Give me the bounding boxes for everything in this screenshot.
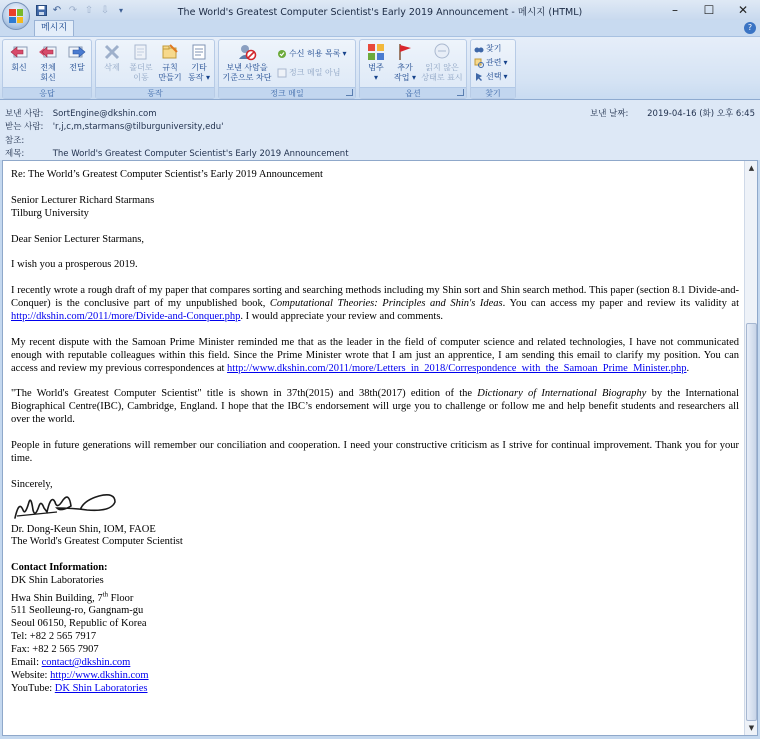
reply-all-button[interactable]: 전체 회신 <box>33 43 63 83</box>
cc-label: 참조: <box>5 136 25 146</box>
close-button[interactable]: ✕ <box>737 3 749 17</box>
minimize-button[interactable]: – <box>672 3 678 17</box>
recipient-org: Tilburg University <box>11 207 89 219</box>
window-title: The World's Greatest Computer Scientist's Early 2019 Announcement - 메시지 (HTML) <box>177 7 583 18</box>
binoculars-icon <box>474 44 484 54</box>
up-icon[interactable]: ⇧ <box>84 4 94 16</box>
wish-line: I wish you a prosperous 2019. <box>11 259 138 271</box>
paragraph-future: People in future generations will remember our conciliation and cooperation. I need your constructive criticism as I strive for continual improvement. Thank you for your time. <box>11 439 739 464</box>
maximize-button[interactable]: ☐ <box>703 3 715 17</box>
scroll-up-icon[interactable]: ▲ <box>748 164 755 172</box>
group-options <box>359 39 467 99</box>
to-label: 받는 사람: <box>5 122 44 132</box>
cc-row <box>5 134 50 146</box>
help-icon[interactable]: ? <box>744 22 756 34</box>
customize-icon[interactable]: ▾ <box>118 5 123 15</box>
find-button[interactable]: 찾기 <box>474 43 501 55</box>
redo-icon[interactable]: ↷ <box>68 4 78 16</box>
group-find-label: 찾기 <box>471 87 515 98</box>
block-sender-icon <box>237 43 257 61</box>
move-folder-icon <box>131 43 151 61</box>
group-actions <box>95 39 215 99</box>
not-junk-icon <box>277 68 287 78</box>
sent-row <box>590 107 755 119</box>
contact-email: Email: contact@dkshin.com <box>11 657 131 669</box>
signature-title: The World's Greatest Computer Scientist <box>11 536 183 548</box>
group-find <box>470 39 516 99</box>
book-title: Computational Theories: Principles and Shin's Ideas <box>269 298 503 309</box>
paragraph-title: "The World's Greatest Computer Scientist" title is shown in 37th(2015) and 38th(2017) edition of the Dictionary of International Biography by the International Biographical Centre(IBC), Cambridge, England. I hope that the IBC’s endorsement will urge you to challenge or follow me and help benefit students and researchers all over the world. <box>11 388 739 426</box>
to-value[interactable]: 'r,j,c,m,starmans@tilburguniversity,edu' <box>52 122 224 132</box>
undo-icon[interactable]: ↶ <box>52 4 62 16</box>
related-icon <box>474 58 484 68</box>
forward-icon <box>67 43 87 61</box>
office-logo-icon <box>9 9 23 23</box>
sent-value: 2019-04-16 (화) 오후 6:45 <box>647 109 755 119</box>
contact-tel: Tel: +82 2 565 7917 <box>11 631 97 643</box>
correspondence-link[interactable]: http://www.dkshin.com/2011/more/Letters_in_2018/Correspondence_with_the_Samoan_Prime_Minister.php <box>227 362 687 374</box>
office-button[interactable] <box>2 2 30 30</box>
dictionary-title: Dictionary of International Biography <box>477 388 647 400</box>
subject-label: 제목: <box>5 149 25 159</box>
handwritten-signature <box>11 488 121 524</box>
greeting: Dear Senior Lecturer Starmans, <box>11 233 144 245</box>
reply-button[interactable]: 회신 <box>4 43 34 73</box>
group-junk-mail <box>218 39 356 99</box>
contact-address-3: Seoul 06150, Republic of Korea <box>11 618 147 630</box>
forward-button[interactable]: 전달 <box>62 43 92 73</box>
re-line: Re: The World’s Greatest Computer Scientist’s Early 2019 Announcement <box>11 169 323 180</box>
block-sender-button[interactable]: 보낸 사람을 기준으로 차단 <box>221 43 273 83</box>
reply-icon <box>9 43 29 61</box>
paragraph-dispute: My recent dispute with the Samoan Prime Minister reminded me that as the leader in the field of computer science and related technologies, I have not communicated enough with reputable colleagues within this field. Since the Prime Minister wrote that I am just an apprentice, I am sending this email to clarify my position. You can access and review my previous correspondences at http://www.dkshin.com/2011/more/Letters_in_2018/Correspondence_with_the_Samoan_Prime_Minister.php. <box>11 336 739 374</box>
scrollbar-thumb[interactable] <box>746 323 757 721</box>
ribbon <box>0 36 760 100</box>
rule-icon <box>160 43 180 61</box>
other-actions-button[interactable]: 기타 동작 ▾ <box>184 43 214 83</box>
mark-unread-icon <box>432 43 452 61</box>
other-actions-icon <box>189 43 209 61</box>
email-link[interactable]: contact@dkshin.com <box>41 657 131 669</box>
group-respond <box>2 39 92 99</box>
delete-button[interactable]: 삭제 <box>97 43 127 73</box>
to-row <box>5 120 223 132</box>
create-rule-button[interactable]: 규칙 만들기 <box>155 43 185 83</box>
message-body <box>11 169 739 696</box>
junk-dialog-launcher-icon[interactable] <box>346 89 353 96</box>
group-respond-label: 응답 <box>3 87 91 98</box>
contact-youtube: YouTube: DK Shin Laboratories <box>11 682 148 694</box>
group-options-label: 옵션 <box>360 87 466 98</box>
recipient-block <box>11 195 739 221</box>
contact-org: DK Shin Laboratories <box>11 575 104 587</box>
flag-icon <box>395 43 415 61</box>
closing: Sincerely, <box>11 478 53 490</box>
sent-label: 보낸 날짜: <box>590 109 629 119</box>
group-junk-mail-label: 정크 메일 <box>219 87 355 98</box>
scroll-down-icon[interactable]: ▼ <box>748 724 755 732</box>
related-button[interactable]: 관련 ▾ <box>474 57 507 69</box>
vertical-scrollbar[interactable] <box>744 161 757 735</box>
options-dialog-launcher-icon[interactable] <box>457 89 464 96</box>
contact-fax: Fax: +82 2 565 7907 <box>11 644 99 656</box>
paragraph-paper: I recently wrote a rough draft of my paper that compares sorting and searching methods including my Shin sort and Shin search method. This paper (section 8.1 Divide-and-Conquer) is the conclusive part of my unpublished book, Computational Theories: Principles and Shin's Ideas. You can access my paper and review its validity at http://dkshin.com/2011/more/Divide-and-Conquer.php. I would appreciate your review and comments. <box>11 285 739 322</box>
signature-name: Dr. Dong-Keun Shin, IOM, FAOE <box>11 523 156 535</box>
from-row <box>5 107 157 119</box>
subject-value: The World's Greatest Computer Scientist's Early 2019 Announcement <box>52 149 349 159</box>
subject-row <box>5 147 349 159</box>
reply-all-icon <box>38 43 58 61</box>
contact-address-2: 511 Seolleung-ro, Gangnam-gu <box>11 605 144 617</box>
contact-website: Website: http://www.dkshin.com <box>11 669 149 681</box>
not-junk-button[interactable]: 정크 메일 아님 <box>277 67 340 79</box>
signature-block <box>11 524 739 550</box>
select-button[interactable]: 선택 ▾ <box>474 71 507 83</box>
paper-link[interactable]: http://dkshin.com/2011/more/Divide-and-Conquer.php <box>11 310 241 322</box>
group-actions-label: 동작 <box>96 87 214 98</box>
categorize-icon <box>366 43 386 61</box>
from-label: 보낸 사람: <box>5 109 44 119</box>
tab-message[interactable]: 메시지 <box>34 20 74 36</box>
window-controls <box>658 0 760 20</box>
website-link[interactable]: http://www.dkshin.com <box>50 669 149 681</box>
title-bar <box>0 0 760 20</box>
message-body-pane[interactable] <box>2 160 758 736</box>
contact-block <box>11 562 739 696</box>
contact-heading: Contact Information: <box>11 562 108 574</box>
categorize-button[interactable]: 범주 ▾ <box>361 43 391 83</box>
follow-up-button[interactable]: 추가 작업 ▾ <box>390 43 420 83</box>
recipient-name: Senior Lecturer Richard Starmans <box>11 194 155 206</box>
contact-address-1: Hwa Shin Building, 7th Floor <box>11 590 134 604</box>
move-to-folder-button[interactable]: 폴더로 이동 <box>126 43 156 83</box>
message-header <box>0 100 760 160</box>
from-value[interactable]: SortEngine@dkshin.com <box>52 109 157 119</box>
delete-icon <box>102 43 122 61</box>
ribbon-tab-row <box>0 20 760 36</box>
select-arrow-icon <box>474 72 484 82</box>
safe-list-button[interactable]: 수신 허용 목록 ▾ <box>277 48 346 60</box>
mark-unread-button[interactable]: 읽지 않은 상태로 표시 <box>420 43 464 83</box>
safe-list-icon <box>277 49 287 59</box>
youtube-link[interactable]: DK Shin Laboratories <box>54 682 148 694</box>
down-icon[interactable]: ⇩ <box>100 4 110 16</box>
